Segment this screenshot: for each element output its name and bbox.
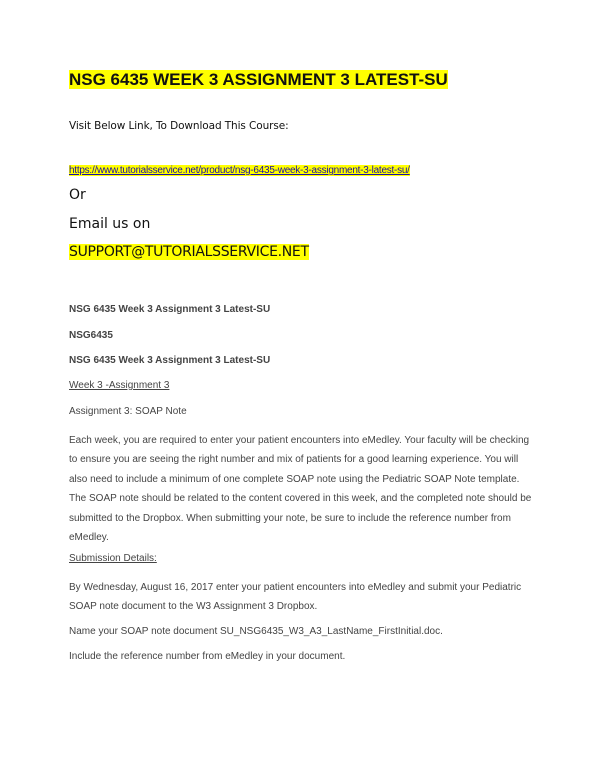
submission-details-label: Submission Details:: [69, 553, 157, 564]
week-label: Week 3 -Assignment 3: [69, 380, 170, 391]
support-email-text[interactable]: SUPPORT@TUTORIALSSERVICE.NET: [69, 244, 309, 260]
submission-paragraph: By Wednesday, August 16, 2017 enter your patient encounters into eMedley and submit your Pediatric SOAP note document to the W3 Assignment 3 Dropbox.: [69, 582, 522, 613]
name-instruction: Name your SOAP note document SU_NSG6435_W3_A3_LastName_FirstInitial.doc.: [69, 626, 443, 637]
instructions-paragraph: Each week, you are required to enter your patient encounters into eMedley. Your faculty will be checking to ensure you are seeing the right number and mix of patients for a good learning experience. You will also need to include a minimum of one complete SOAP note using the Pediatric SOAP Note template. The SOAP note should be related to the content covered in this week, and the completed note should be submitted to the Dropbox. When submitting your note, be sure to include the reference number from eMedley.: [69, 435, 532, 544]
assignment-label: Assignment 3: SOAP Note: [69, 406, 187, 417]
section-heading-1: NSG 6435 Week 3 Assignment 3 Latest-SU: [69, 304, 271, 315]
section-heading-3: NSG 6435 Week 3 Assignment 3 Latest-SU: [69, 355, 271, 366]
document-title-text: NSG 6435 WEEK 3 ASSIGNMENT 3 LATEST-SU: [69, 70, 448, 89]
visit-instruction: Visit Below Link, To Download This Course:: [69, 120, 289, 132]
email-label: Email us on: [69, 216, 151, 232]
course-link[interactable]: [69, 165, 410, 176]
support-email[interactable]: [69, 244, 309, 260]
course-link-text[interactable]: https://www.tutorialsservice.net/product/nsg-6435-week-3-assignment-3-latest-su/: [69, 165, 410, 176]
or-text: Or: [69, 187, 86, 203]
include-instruction: Include the reference number from eMedley in your document.: [69, 651, 346, 662]
document-title: [69, 70, 448, 90]
section-heading-2: NSG6435: [69, 330, 113, 341]
